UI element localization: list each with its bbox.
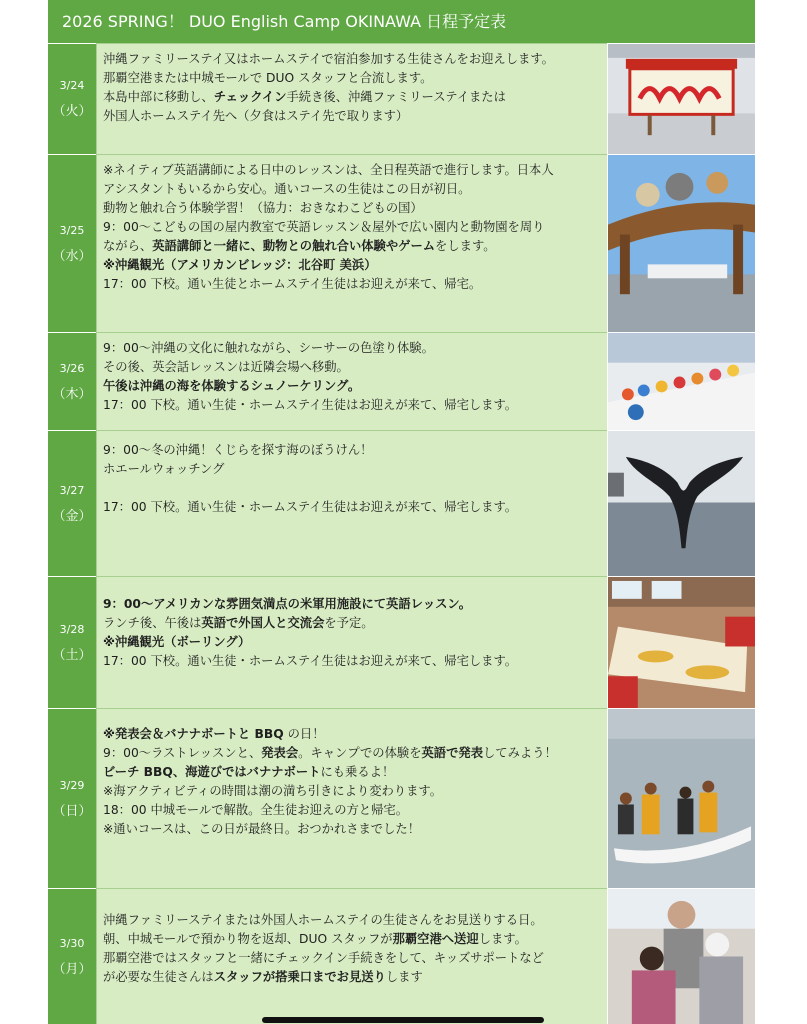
text-segment: します。 — [478, 932, 527, 946]
schedule-row — [48, 888, 755, 1024]
description-line — [103, 930, 601, 949]
day-date-cell — [48, 888, 96, 1024]
day-weekday: （日） — [52, 803, 92, 819]
day-date: 3/25 — [59, 223, 85, 237]
day-description — [96, 430, 607, 576]
home-indicator[interactable] — [262, 1017, 544, 1023]
text-segment: 17：00 下校。通い生徒・ホームステイ生徒はお迎えが来て、帰宅します。 — [103, 500, 518, 514]
text-segment: してみよう！ — [483, 746, 557, 760]
text-segment: ランチ後、午後は — [103, 616, 202, 630]
schedule-row — [48, 430, 755, 576]
schedule-row — [48, 154, 755, 332]
schedule-title: 2026 SPRING！ DUO English Camp OKINAWA 日程予定表 — [48, 0, 755, 43]
description-line — [103, 180, 601, 199]
family-farewell-photo — [607, 888, 755, 1024]
text-segment: 那覇空港または中城モールで DUO スタッフと合流します。 — [103, 71, 433, 85]
text-segment: 沖縄ファミリーステイまたは外国人ホームステイの生徒さんをお見送りする日。 — [103, 913, 543, 927]
day-date: 3/24 — [59, 79, 85, 92]
day-date: 3/27 — [59, 483, 85, 497]
text-segment: アシスタントもいるから安心。通いコースの生徒はこの日が初日。 — [103, 182, 471, 196]
text-segment: 18：00 中城モールで解散。全生徒お迎えの方と帰宅。 — [103, 803, 408, 817]
emphasis-text: チェックイン — [213, 90, 287, 104]
schedule-row — [48, 576, 755, 708]
emphasis-text: ※発表会＆バナナボートと BBQ — [103, 727, 284, 741]
text-segment: ※通いコースは、この日が最終日。おつかれさまでした！ — [103, 822, 420, 836]
emphasis-text: スタッフが搭乗口までお見送り — [213, 970, 386, 984]
description-line — [103, 460, 601, 479]
description-line — [103, 218, 601, 237]
text-segment: 9：00～冬の沖縄！くじらを探す海のぼうけん！ — [103, 443, 373, 457]
emphasis-text: アメリカンな雰囲気満点の米軍用施設にて英語レッスン。 — [153, 597, 472, 611]
description-line — [103, 339, 601, 358]
day-date-cell — [48, 576, 96, 708]
description-line — [103, 107, 601, 126]
emphasis-text: ビーチ BBQ、海遊びではバナナボート — [103, 765, 321, 779]
emphasis-text: 午後は沖縄の海を体験するシュノーケリング。 — [103, 379, 361, 393]
day-description — [96, 43, 607, 154]
description-line — [103, 725, 601, 744]
description-line — [103, 199, 601, 218]
description-line — [103, 275, 601, 294]
day-weekday: （火） — [52, 104, 92, 119]
description-line — [103, 377, 601, 396]
text-segment: を予定。 — [324, 616, 374, 630]
text-segment: をします。 — [435, 239, 496, 253]
schedule-row — [48, 43, 755, 154]
day-date-cell — [48, 43, 96, 154]
description-line — [103, 633, 601, 652]
day-date: 3/29 — [59, 778, 85, 792]
text-segment: 手続き後、沖縄ファミリーステイまたは — [286, 90, 506, 104]
emphasis-text: 英語講師と一緒に、動物との触れ合い体験やゲーム — [152, 239, 436, 253]
text-segment: 9：00～ラストレッスンと、 — [103, 746, 262, 760]
text-segment: にも乗るよ！ — [320, 765, 395, 779]
text-segment: 本島中部に移動し、 — [103, 90, 214, 104]
description-line — [103, 911, 601, 930]
text-segment: 。キャンプでの体験を — [298, 746, 422, 760]
text-segment: ※海アクティビティの時間は潮の満ち引きにより変わります。 — [103, 784, 442, 798]
description-line — [103, 237, 601, 256]
text-segment: 9：00～こどもの国の屋内教室で英語レッスン＆屋外で広い園内と動物園を周り — [103, 220, 545, 234]
day-date-cell — [48, 332, 96, 430]
emphasis-text: ※沖縄観光（アメリカンビレッジ：北谷町 美浜） — [103, 258, 377, 272]
description-line — [103, 782, 601, 801]
emphasis-text: ※沖縄観光（ボーリング） — [103, 635, 251, 649]
day-date: 3/26 — [59, 361, 85, 375]
text-segment: ホエールウォッチング — [103, 462, 225, 476]
schedule-row — [48, 332, 755, 430]
text-segment: 那覇空港ではスタッフと一緒にチェックイン手続きをして、キッズサポートなど — [103, 951, 544, 965]
description-line — [103, 763, 601, 782]
description-line — [103, 69, 601, 88]
emphasis-text: 9：00～ — [103, 597, 154, 611]
description-line — [103, 820, 601, 839]
description-line — [103, 614, 601, 633]
text-segment: 外国人ホームステイ先へ（夕食はステイ先で取ります） — [103, 109, 409, 123]
childrens-zoo-gate-photo — [607, 154, 755, 332]
text-segment: が必要な生徒さんは — [103, 970, 214, 984]
text-segment: その後、英会話レッスンは近隣会場へ移動。 — [103, 360, 349, 374]
emphasis-text: 那覇空港へ送迎 — [392, 932, 479, 946]
description-line — [103, 161, 601, 180]
text-segment: 17：00 下校。通い生徒・ホームステイ生徒はお迎えが来て、帰宅します。 — [103, 654, 518, 668]
description-line — [103, 256, 601, 275]
emphasis-text: 英語で外国人と交流会 — [201, 616, 325, 630]
description-line — [103, 744, 601, 763]
description-line — [103, 652, 601, 671]
description-line — [103, 396, 601, 415]
day-description — [96, 576, 607, 708]
description-line — [103, 358, 601, 377]
bowling-hall-photo — [607, 576, 755, 708]
day-weekday: （金） — [52, 508, 92, 524]
text-segment: します — [385, 970, 423, 984]
day-date-cell — [48, 154, 96, 332]
day-description — [96, 888, 607, 1024]
emphasis-text: 英語で発表 — [421, 746, 483, 760]
text-segment: 動物と触れ合う体験学習！（協力：おきなわこどもの国） — [103, 201, 423, 215]
day-date-cell — [48, 430, 96, 576]
description-line — [103, 479, 601, 498]
description-line — [103, 949, 601, 968]
text-segment: 17：00 下校。通い生徒とホームステイ生徒はお迎えが来て、帰宅。 — [103, 277, 482, 291]
day-description — [96, 154, 607, 332]
description-line — [103, 595, 601, 614]
text-segment: 9：00～沖縄の文化に触れながら、シーサーの色塗り体験。 — [103, 341, 434, 355]
day-date: 3/30 — [59, 936, 85, 950]
day-weekday: （土） — [52, 647, 92, 663]
text-segment: ながら、 — [103, 239, 153, 253]
description-line — [103, 88, 601, 107]
whale-tail-photo — [607, 430, 755, 576]
description-line — [103, 801, 601, 820]
day-date-cell — [48, 708, 96, 888]
day-description — [96, 332, 607, 430]
schedule-row — [48, 708, 755, 888]
shisa-figures-photo — [607, 332, 755, 430]
description-line — [103, 498, 601, 517]
description-line — [103, 441, 601, 460]
day-description — [96, 708, 607, 888]
day-weekday: （月） — [52, 961, 92, 977]
airport-welcome-sign-photo — [607, 43, 755, 154]
day-date: 3/28 — [59, 622, 85, 636]
text-segment: ※ネイティブ英語講師による日中のレッスンは、全日程英語で進行します。日本人 — [103, 163, 554, 177]
text-segment: 沖縄ファミリーステイ又はホームステイで宿泊参加する生徒さんをお迎えします。 — [103, 52, 554, 66]
text-segment: の日！ — [283, 727, 325, 741]
text-segment: 朝、中城モールで預かり物を返却、DUO スタッフが — [103, 932, 393, 946]
text-segment: 17：00 下校。通い生徒・ホームステイ生徒はお迎えが来て、帰宅します。 — [103, 398, 518, 412]
emphasis-text: 発表会 — [261, 746, 299, 760]
day-weekday: （水） — [52, 248, 92, 264]
description-line — [103, 50, 601, 69]
banana-boat-photo — [607, 708, 755, 888]
description-line — [103, 968, 601, 987]
day-weekday: （木） — [52, 386, 92, 402]
